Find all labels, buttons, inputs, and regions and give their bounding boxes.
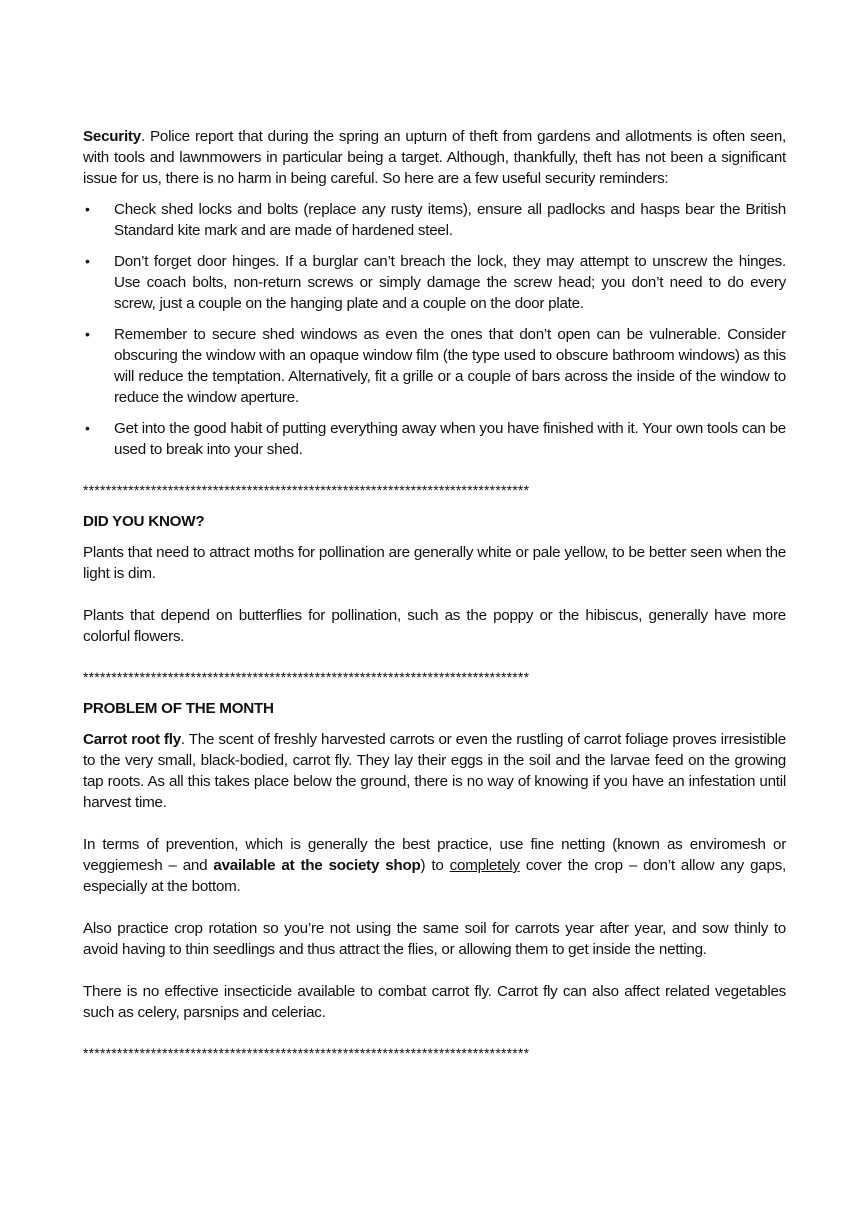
- bullet-icon: •: [85, 420, 90, 436]
- bullet-text: Get into the good habit of putting everything away when you have finished with it. Your own tools can be used to break into your shed.: [114, 420, 786, 458]
- bullet-icon: •: [85, 201, 90, 217]
- document-page: [83, 126, 786, 1064]
- bullet-item: [83, 199, 786, 241]
- bullet-item: [83, 251, 786, 314]
- did-you-know-paragraph: Plants that depend on butterflies for pollination, such as the poppy or the hibiscus, generally have more colorful flowers.: [83, 607, 786, 645]
- bullet-icon: •: [85, 326, 90, 342]
- problem-heading: PROBLEM OF THE MONTH: [83, 700, 274, 717]
- problem-lead: Carrot root fly: [83, 731, 181, 748]
- prevention-paragraph: [83, 834, 786, 897]
- security-bullet-list: [83, 199, 786, 460]
- asterisk-separator: *******************************************************************************: [83, 1045, 530, 1061]
- society-shop-emphasis: available at the society shop: [213, 857, 421, 874]
- asterisk-separator: *******************************************************************************: [83, 482, 530, 498]
- security-intro-paragraph: [83, 126, 786, 189]
- bullet-text: Check shed locks and bolts (replace any rusty items), ensure all padlocks and hasps bear the British Standard kite mark and are made of hardened steel.: [114, 201, 786, 239]
- insecticide-paragraph: There is no effective insecticide available to combat carrot fly. Carrot fly can also affect related vegetables such as celery, parsnips and celeriac.: [83, 983, 786, 1021]
- problem-intro-text: . The scent of freshly harvested carrots or even the rustling of carrot foliage proves irresistible to the very small, black-bodied, carrot fly. They lay their eggs in the soil and the larvae feed on the growing tap roots. As all this takes place below the ground, there is no way of knowing if you have an infestation until harvest time.: [83, 731, 786, 811]
- security-lead: Security: [83, 128, 141, 145]
- bullet-item: [83, 418, 786, 460]
- asterisk-separator: *******************************************************************************: [83, 669, 530, 685]
- did-you-know-paragraph: Plants that need to attract moths for pollination are generally white or pale yellow, to be better seen when the light is dim.: [83, 544, 786, 582]
- problem-intro-paragraph: [83, 729, 786, 813]
- security-intro-text: . Police report that during the spring an upturn of theft from gardens and allotments is often seen, with tools and lawnmowers in particular being a target. Although, thankfully, theft has not been a significant issue for us, there is no harm in being careful. So here are a few useful security reminders:: [83, 128, 786, 187]
- bullet-text: Don’t forget door hinges. If a burglar can’t breach the lock, they may attempt to unscrew the hinges. Use coach bolts, non-return screws or simply damage the screw head; you don’t need to do every screw, just a couple on the hanging plate and a couple on the door plate.: [114, 253, 786, 312]
- prevention-text: ) to: [420, 857, 450, 874]
- completely-underline: completely: [449, 857, 520, 874]
- bullet-text: Remember to secure shed windows as even the ones that don’t open can be vulnerable. Consider obscuring the window with an opaque window film (the type used to obscure bathroom windows) as this will reduce the temptation. Alternatively, fit a grille or a couple of bars across the inside of the window to reduce the window aperture.: [114, 326, 786, 406]
- rotation-paragraph: Also practice crop rotation so you’re not using the same soil for carrots year after year, and sow thinly to avoid having to thin seedlings and thus attract the flies, or allowing them to get inside the netting.: [83, 920, 786, 958]
- did-you-know-heading: DID YOU KNOW?: [83, 513, 205, 530]
- bullet-icon: •: [85, 253, 90, 269]
- bullet-item: [83, 324, 786, 408]
- prevention-text: cover the crop – don’t allow any gaps, especially at the bottom.: [83, 857, 787, 895]
- prevention-text: In terms of prevention, which is generally the best practice, use fine netting (known as enviromesh or veggiemesh – and: [83, 836, 786, 874]
